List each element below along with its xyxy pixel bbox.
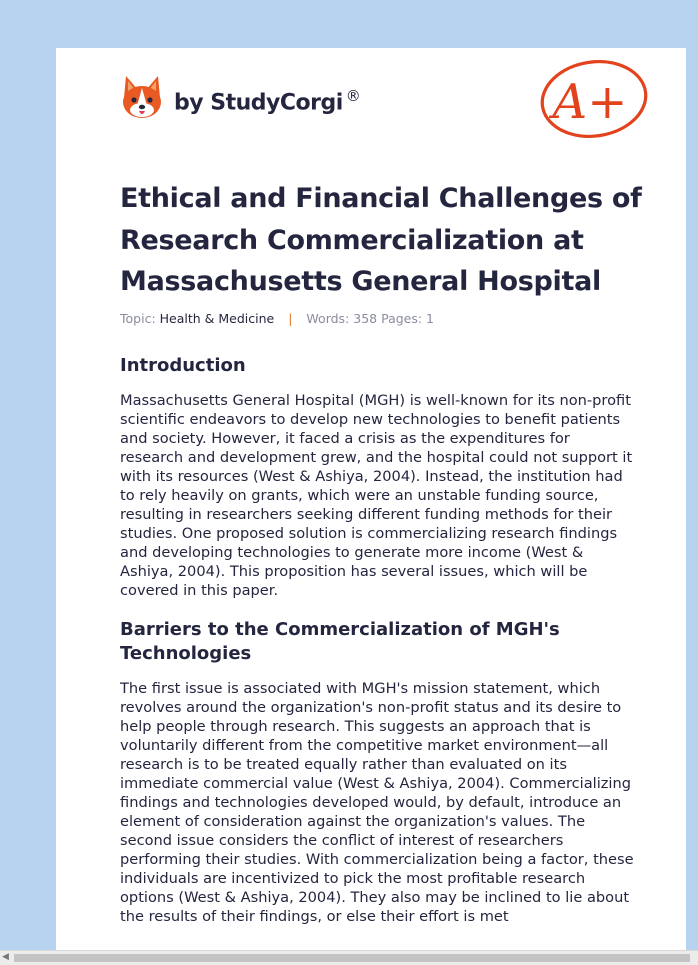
brand-name-text: by StudyCorgi: [174, 90, 343, 116]
scrollbar-thumb[interactable]: [14, 954, 690, 962]
section-paragraph-barriers: The first issue is associated with MGH's mission statement, which revolves around the organization's non-profit status and its desire to help people through research. This suggests an approach that is voluntarily different from the competitive market environment—all research is to be treated equally rather than evaluated on its immediate commercial value (West & Ashiya, 2004). Commercializing findings and technologies developed would, by default, introduce an element of consideration against the organization's values. The second issue considers the conflict of interest of researchers performing their studies. With commercialization being a factor, these individuals are incentivized to pick the most profitable research options (West & Ashiya, 2004). They also may be inclined to lie about the results of their findings, or else their effort is met: [120, 680, 634, 925]
registered-mark: ®: [345, 86, 361, 105]
page-title: Ethical and Financial Challenges of Research Commercialization at Massachusetts General Hospital: [120, 183, 642, 297]
horizontal-scrollbar[interactable]: [0, 950, 698, 965]
topic-link[interactable]: Health & Medicine: [159, 311, 275, 326]
a-plus-grade-icon: [538, 58, 650, 140]
grade-text: A+: [552, 74, 628, 130]
document-page: [56, 48, 686, 950]
corgi-icon: [120, 76, 164, 120]
word-count: Words: 358: [306, 311, 378, 326]
studycorgi-logo[interactable]: [120, 76, 360, 120]
section-heading-barriers: Barriers to the Commercialization of MGH's Technologies: [120, 619, 560, 664]
document-meta: [120, 311, 434, 326]
meta-separator: |: [288, 311, 293, 326]
section-paragraph-introduction: Massachusetts General Hospital (MGH) is well-known for its non-profit scientific endeavors to develop new technologies to benefit patients and society. However, it faced a crisis as the expenditures for research and development grew, and the hospital could not support it with its resources (West & Ashiya, 2004). Instead, the institution had to rely heavily on grants, which were an unstable funding source, resulting in researchers seeking different funding methods for their studies. One proposed solution is commercializing research findings and developing technologies to generate more income (West & Ashiya, 2004). This proposition has several issues, which will be covered in this paper.: [120, 392, 633, 599]
brand-name: [174, 87, 360, 115]
scroll-left-arrow-icon[interactable]: ◀: [2, 952, 9, 962]
section-heading-introduction: Introduction: [120, 355, 246, 376]
topic-label: Topic:: [120, 311, 156, 326]
page-count: Pages: 1: [381, 311, 435, 326]
